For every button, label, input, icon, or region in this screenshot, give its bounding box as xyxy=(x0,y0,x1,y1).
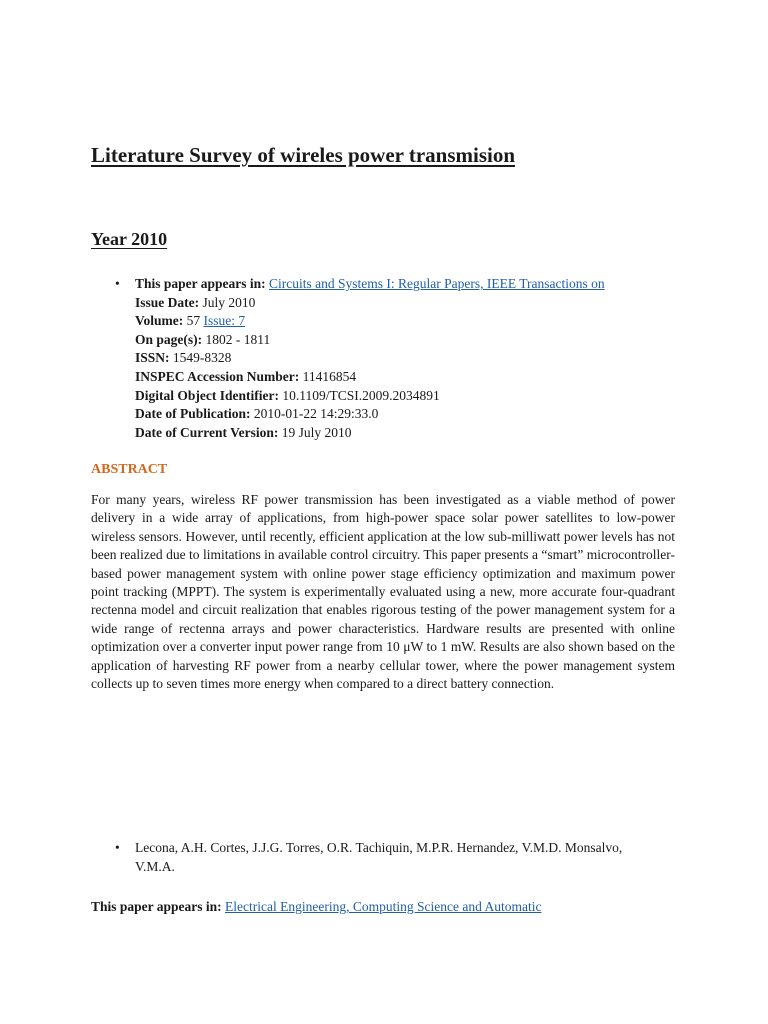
paper2-journal-link[interactable]: Electrical Engineering, Computing Science and Automatic xyxy=(225,899,542,914)
issn-label: ISSN: xyxy=(135,350,170,366)
volume-value: 57 xyxy=(186,313,201,329)
bullet-icon: • xyxy=(115,840,120,855)
issue-date-row xyxy=(115,294,605,313)
issue-date-value: July 2010 xyxy=(202,294,256,310)
issn-row xyxy=(115,349,605,368)
paper2-appears-in xyxy=(91,899,541,915)
current-version-label: Date of Current Version: xyxy=(135,424,279,440)
document-title: Literature Survey of wireles power transmision xyxy=(91,143,516,167)
paper-metadata-list xyxy=(115,275,605,442)
inspec-value: 11416854 xyxy=(302,368,357,384)
appears-in-label: This paper appears in: xyxy=(135,276,266,291)
doi-label: Digital Object Identifier: xyxy=(135,387,279,403)
appears-in-row xyxy=(115,275,605,294)
pages-row xyxy=(115,331,605,350)
bullet-icon: • xyxy=(115,276,120,291)
current-version-row xyxy=(115,424,605,443)
abstract-text: For many years, wireless RF power transmission has been investigated as a viable method of power delivery in a wide array of applications, from high-power space solar power satellites to low-power wireless sensors. However, until recently, efficient application at the low sub-milliwatt power levels has not been realized due to limitations in available control circuitry. This paper presents a “smart” microcontroller-based power management system with online power stage efficiency optimization and maximum power point tracking (MPPT). The system is experimentally evaluated using a new, more accurate four-quadrant rectenna model and circuit realization that enables rigorous testing of the power management system for a wide range of rectenna arrays and power characteristics. Hardware results are presented with online optimization over a converter input power range from 10 μW to 1 mW. Results are also shown based on the application of harvesting RF power from a nearby cellular tower, where the power management system collects up to seven times more energy when compared to a direct battery connection. xyxy=(91,492,675,692)
doi-value: 10.1109/TCSI.2009.2034891 xyxy=(282,387,440,403)
paper2-author-list xyxy=(115,838,635,876)
inspec-row xyxy=(115,368,605,387)
doi-row xyxy=(115,387,605,406)
authors-text: Lecona, A.H. Cortes, J.J.G. Torres, O.R. Tachiquin, M.P.R. Hernandez, V.M.D. Monsalvo, V.M.A. xyxy=(135,840,623,874)
journal-link[interactable]: Circuits and Systems I: Regular Papers, IEEE Transactions on xyxy=(269,276,605,291)
year-heading: Year 2010 xyxy=(91,229,168,249)
paper2-appears-in-label: This paper appears in: xyxy=(91,899,222,914)
volume-row xyxy=(115,312,605,331)
issue-date-label: Issue Date: xyxy=(135,294,200,310)
issue-link[interactable]: Issue: 7 xyxy=(203,313,246,329)
publication-date-label: Date of Publication: xyxy=(135,406,251,422)
authors-row xyxy=(115,838,635,876)
volume-label: Volume: xyxy=(135,313,184,329)
publication-date-row xyxy=(115,405,605,424)
issn-value: 1549-8328 xyxy=(172,350,232,366)
abstract-heading: ABSTRACT xyxy=(91,462,168,477)
pages-value: 1802 - 1811 xyxy=(205,331,271,347)
publication-date-value: 2010-01-22 14:29:33.0 xyxy=(253,406,379,422)
pages-label: On page(s): xyxy=(135,331,203,347)
current-version-value: 19 July 2010 xyxy=(281,424,352,440)
inspec-label: INSPEC Accession Number: xyxy=(135,368,300,384)
